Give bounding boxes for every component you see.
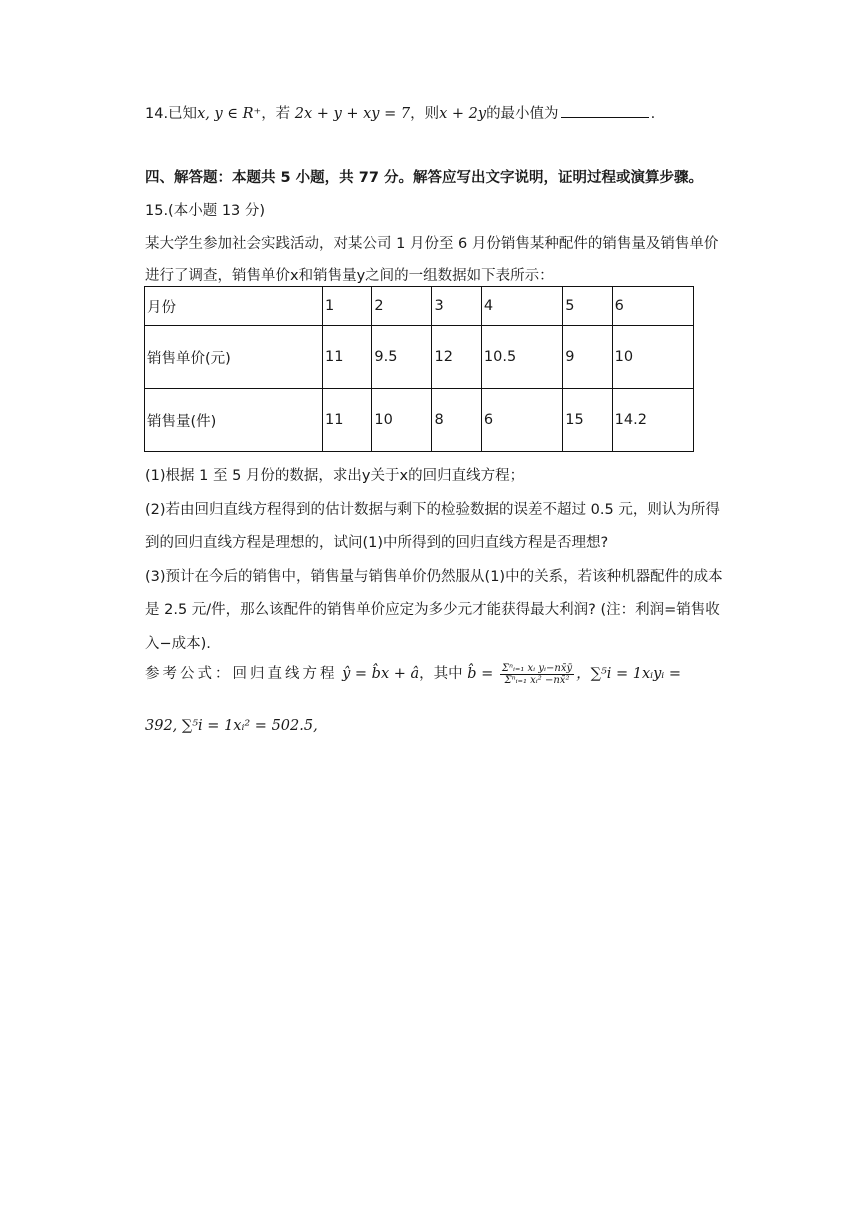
table-cell: 6	[481, 389, 562, 452]
q15-part1: (1)根据 1 至 5 月份的数据，求出y关于x的回归直线方程；	[145, 468, 525, 484]
table-cell: 9.5	[372, 326, 432, 389]
q15-header: 15.(本小题 13 分)	[145, 203, 266, 219]
ref-sum-x2: 392, ∑⁵i = 1xᵢ² = 502.5,	[145, 718, 318, 734]
fraction-numerator: Σⁿᵢ₌₁ xᵢ yᵢ−nx̄ȳ	[501, 662, 573, 674]
q14-end: .	[650, 106, 656, 122]
data-table	[144, 286, 694, 452]
answer-blank	[561, 104, 649, 118]
table-cell: 月份	[145, 287, 323, 326]
ref-label: 参考公式：回归直线方程	[145, 666, 338, 682]
table-cell: 销售量(件)	[145, 389, 323, 452]
q15-part2-line1: (2)若由回归直线方程得到的估计数据与剩下的检验数据的误差不超过 0.5 元，则认为所得	[145, 502, 720, 518]
q15-part2-line2: 到的回归直线方程是理想的，试问(1)中所得到的回归直线方程是否理想?	[145, 535, 609, 551]
table-cell: 10.5	[481, 326, 562, 389]
table-cell: 8	[432, 389, 481, 452]
table-row	[145, 287, 694, 326]
q15-part3-line1: (3)预计在今后的销售中，销售量与销售单价仍然服从(1)中的关系，若该种机器配件的成本	[145, 569, 723, 585]
q15-part3-line3: 入−成本).	[145, 636, 211, 652]
table-cell: 1	[323, 287, 372, 326]
table-cell: 11	[323, 389, 372, 452]
table-cell: 12	[432, 326, 481, 389]
q14-suffix: 的最小值为	[486, 106, 559, 122]
table-row	[145, 326, 694, 389]
q14-mid: ，若	[261, 106, 295, 122]
q14-prefix: 14.已知	[145, 106, 198, 122]
b-hat-fraction	[500, 663, 574, 686]
ref-mid: ，其中	[419, 666, 463, 682]
ref-b-hat: b̂ =	[467, 666, 494, 682]
reference-formula	[145, 662, 681, 686]
table-cell: 10	[612, 326, 693, 389]
section-heading: 四、解答题：本题共 5 小题，共 77 分。解答应写出文字说明，证明过程或演算步骤。	[145, 170, 703, 186]
q15-intro-line2: 进行了调查，销售单价x和销售量y之间的一组数据如下表所示：	[145, 268, 554, 284]
q14-vars: x, y ∈ R⁺	[197, 106, 262, 122]
fraction-denominator: Σⁿᵢ₌₁ xᵢ² −nx̄²	[504, 674, 570, 686]
question-14	[145, 102, 655, 123]
table-cell: 6	[612, 287, 693, 326]
table-cell: 3	[432, 287, 481, 326]
ref-sum-xy: ，∑⁵i = 1xᵢyᵢ =	[576, 666, 681, 682]
q14-mid2: ，则	[410, 106, 440, 122]
table-cell: 15	[563, 389, 612, 452]
table-cell: 10	[372, 389, 432, 452]
table-cell: 9	[563, 326, 612, 389]
q15-part3-line2: 是 2.5 元/件，那么该配件的销售单价应定为多少元才能获得最大利润? (注：利润=销售收	[145, 602, 720, 618]
ref-regression-equation: ŷ = b̂x + â	[342, 666, 420, 682]
q15-intro-line1: 某大学生参加社会实践活动，对某公司 1 月份至 6 月份销售某种配件的销售量及销售单价	[145, 236, 719, 252]
table-row	[145, 389, 694, 452]
table-cell: 11	[323, 326, 372, 389]
table-cell: 2	[372, 287, 432, 326]
q14-equation: 2x + y + xy = 7	[294, 106, 411, 122]
table-cell: 销售单价(元)	[145, 326, 323, 389]
table-cell: 4	[481, 287, 562, 326]
table-cell: 5	[563, 287, 612, 326]
q14-target: x + 2y	[439, 106, 487, 122]
table-cell: 14.2	[612, 389, 693, 452]
